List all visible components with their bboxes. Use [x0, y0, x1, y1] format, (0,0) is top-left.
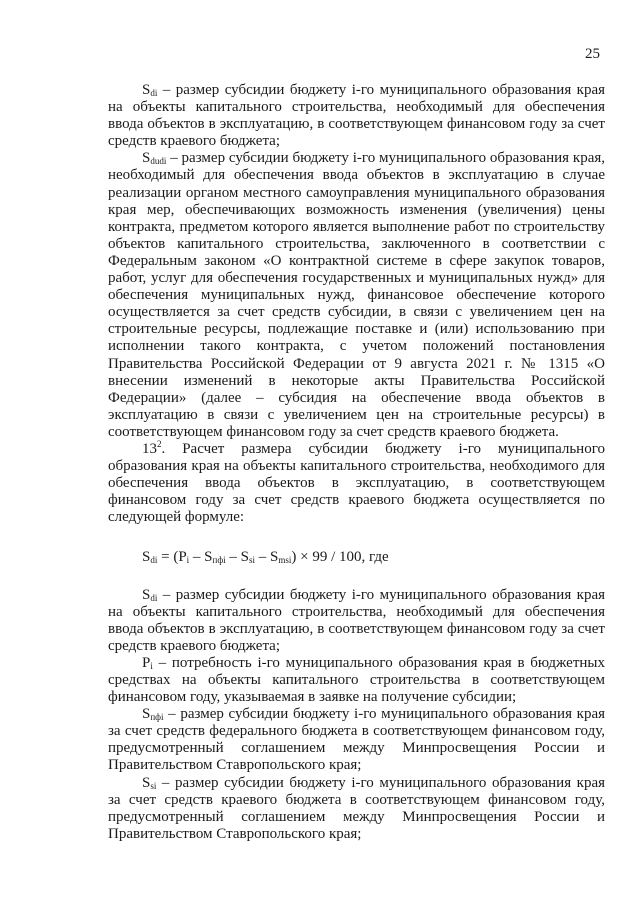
paragraph-sdi-definition [108, 82, 605, 150]
symbol-subscript: пфi [150, 712, 164, 723]
symbol-subscript: si [150, 780, 157, 791]
clause-superscript: 2 [157, 438, 162, 449]
definition-text: – размер субсидии бюджету i-го муниципального образования края на объекты капитального строительства, необходимый для обеспечения ввода объектов в эксплуатацию, в соответствующем финансовом году за счет средств краевого бюджета; [108, 586, 605, 654]
symbol-subscript: di [150, 592, 158, 603]
paragraph-text: . Расчет размера субсидии бюджету i-го муниципального образования края на объекты капитального строительства, необходимого для обеспечения ввода объектов в эксплуатацию, в соответствующем финансовом году за счет средств краевого бюджета осуществляется по следующей формуле: [108, 440, 605, 526]
symbol: S [142, 150, 151, 167]
symbol: S [142, 586, 151, 603]
page-number: 25 [585, 46, 600, 62]
paragraph-sdudi-definition [108, 150, 605, 441]
definition-text: – размер субсидии бюджету i-го муниципального образования края за счет средств краевого бюджета в соответствующем финансовом году, предусмотренный соглашением между Минпросвещения России и Правительством Ставропольского края; [108, 774, 605, 842]
paragraph-text: – размер субсидии бюджету i-го муниципального образования края на объекты капитального строительства, необходимый для обеспечения ввода объектов в эксплуатацию, в соответствующем финансовом году за счет средств краевого бюджета; [108, 82, 605, 150]
symbol: P [142, 654, 151, 671]
document-body [108, 82, 605, 843]
definition-spfi [108, 706, 605, 774]
paragraph-text: – размер субсидии бюджету i-го муниципального образования края, необходимый для обеспечения ввода объектов в эксплуатацию в случае реализации органом местного самоуправления муниципального образования края мер, обеспечивающих возможность изменения (увеличения) цены контракта, предметом которого является выполнение работ по строительству объектов капитального строительства, заключенного в соответствии с Федеральным законом «О контрактной системе в сфере закупок товаров, работ, услуг для обеспечения государственных и муниципальных нужд» для обеспечения муниципальных нужд, финансовое обеспечение которого осуществляется за счет средств субсидии, в связи с увеличением цен на строительные ресурсы, подлежащие поставке и (или) использованию при исполнении такого контракта, с учетом положений постановления Правительства Российской Федерации от 9 августа 2021 г. № 1315 «О внесении изменений в некоторые акты Правительства Российской Федерации» (далее – субсидия на обеспечение ввода объектов в эксплуатацию в связи с увеличением цен на строительные ресурсы) в соответствующем финансовом году за счет средств краевого бюджета. [108, 150, 605, 440]
symbol: S [142, 774, 151, 791]
definition-pi [108, 655, 605, 706]
symbol: S [142, 706, 151, 723]
definition-ssi [108, 775, 605, 843]
formula: $S_{di} = (P_i - S_{пфi} - S_{si} - S_{msi}) \times 99 / 100$, где [142, 549, 389, 566]
definition-text: – потребность i-го муниципального образования края в бюджетных средствах на объекты капитального строительства в соответствующем финансовом году, указываемая в заявке на получение субсидии; [108, 654, 605, 706]
symbol-subscript: dudi [150, 156, 167, 167]
symbol: S [142, 82, 151, 98]
clause-number: 13 [142, 440, 157, 457]
symbol-subscript: i [150, 660, 153, 671]
symbol-subscript: di [150, 88, 158, 98]
definition-sdi [108, 587, 605, 655]
definition-text: – размер субсидии бюджету i-го муниципального образования края за счет средств федерального бюджета в соответствующем финансовом году, предусмотренный соглашением между Минпросвещения России и Правительством Ставропольского края; [108, 706, 605, 774]
paragraph-clause-13-2 [108, 438, 605, 526]
